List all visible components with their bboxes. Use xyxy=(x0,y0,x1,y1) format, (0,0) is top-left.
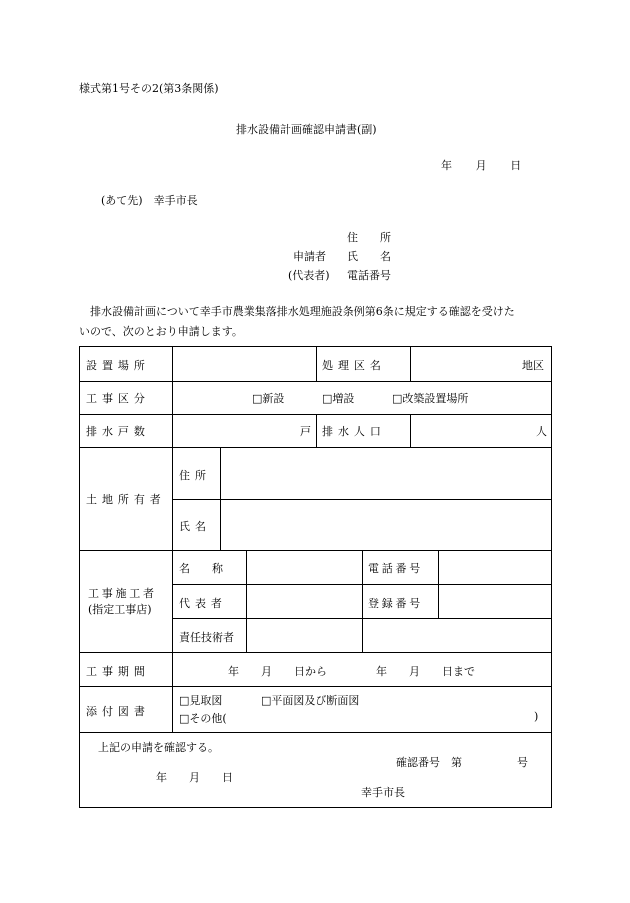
intro-line-1: 排水設備計画について幸手市農業集落排水処理施設条例第6条に規定する確認を受けた xyxy=(90,305,515,318)
applicant-label: 申請者 xyxy=(293,250,326,263)
owner-address-label: 住所 xyxy=(179,469,211,482)
application-table xyxy=(79,346,552,808)
attachment-plan-section: □平面図及び断面図 xyxy=(261,694,360,707)
period-label: 工事期間 xyxy=(86,665,150,678)
work-type-new: □新設 xyxy=(252,392,285,405)
intro-line-2: いので、次のとおり申請します。 xyxy=(79,325,243,338)
district-suffix: 地区 xyxy=(522,359,544,372)
date-line: 年 月 日 xyxy=(441,159,522,172)
confirm-text: 上記の申請を確認する。 xyxy=(98,741,219,754)
attachment-close-paren: ) xyxy=(534,710,539,723)
persons-label: 排水人口 xyxy=(322,425,386,438)
period-from: 年 月 日から xyxy=(228,665,327,678)
contractor-label: 工事施工者 xyxy=(88,587,157,600)
location-label: 設置場所 xyxy=(86,359,150,372)
owner-label: 土地所有者 xyxy=(86,493,166,506)
work-type-extension: □増設 xyxy=(322,392,355,405)
work-type-renovation: □改築設置場所 xyxy=(392,392,469,405)
applicant-address-label: 住 所 xyxy=(347,231,391,244)
district-label: 処理区名 xyxy=(322,359,386,372)
engineer-label: 責任技術者 xyxy=(179,631,234,644)
confirm-mayor: 幸手市長 xyxy=(361,786,405,799)
attachments-label: 添付図書 xyxy=(86,705,150,718)
contractor-name-label: 名 称 xyxy=(179,562,223,575)
form-number: 様式第1号その2(第3条関係) xyxy=(79,82,219,95)
period-to: 年 月 日まで xyxy=(376,665,475,678)
contractor-reg-label: 登録番号 xyxy=(368,597,423,610)
contractor-sub-label: (指定工事店) xyxy=(88,603,152,616)
confirm-date: 年 月 日 xyxy=(156,771,233,784)
page-title: 排水設備計画確認申請書(副) xyxy=(236,123,377,136)
attachment-sketch: □見取図 xyxy=(179,694,223,707)
attachment-other: □その他( xyxy=(179,712,227,725)
contractor-rep-label: 代表者 xyxy=(179,597,227,610)
representative-label: (代表者) xyxy=(288,269,330,282)
confirm-number: 確認番号 第 号 xyxy=(396,756,528,769)
owner-name-label: 氏名 xyxy=(179,520,211,533)
persons-unit: 人 xyxy=(536,425,547,438)
addressee: (あて先) 幸手市長 xyxy=(101,194,198,207)
applicant-name-label: 氏 名 xyxy=(347,250,391,263)
applicant-phone-label: 電話番号 xyxy=(347,269,391,282)
households-label: 排水戸数 xyxy=(86,425,150,438)
contractor-phone-label: 電話番号 xyxy=(368,562,423,575)
work-type-label: 工事区分 xyxy=(86,392,150,405)
households-unit: 戸 xyxy=(300,425,311,438)
